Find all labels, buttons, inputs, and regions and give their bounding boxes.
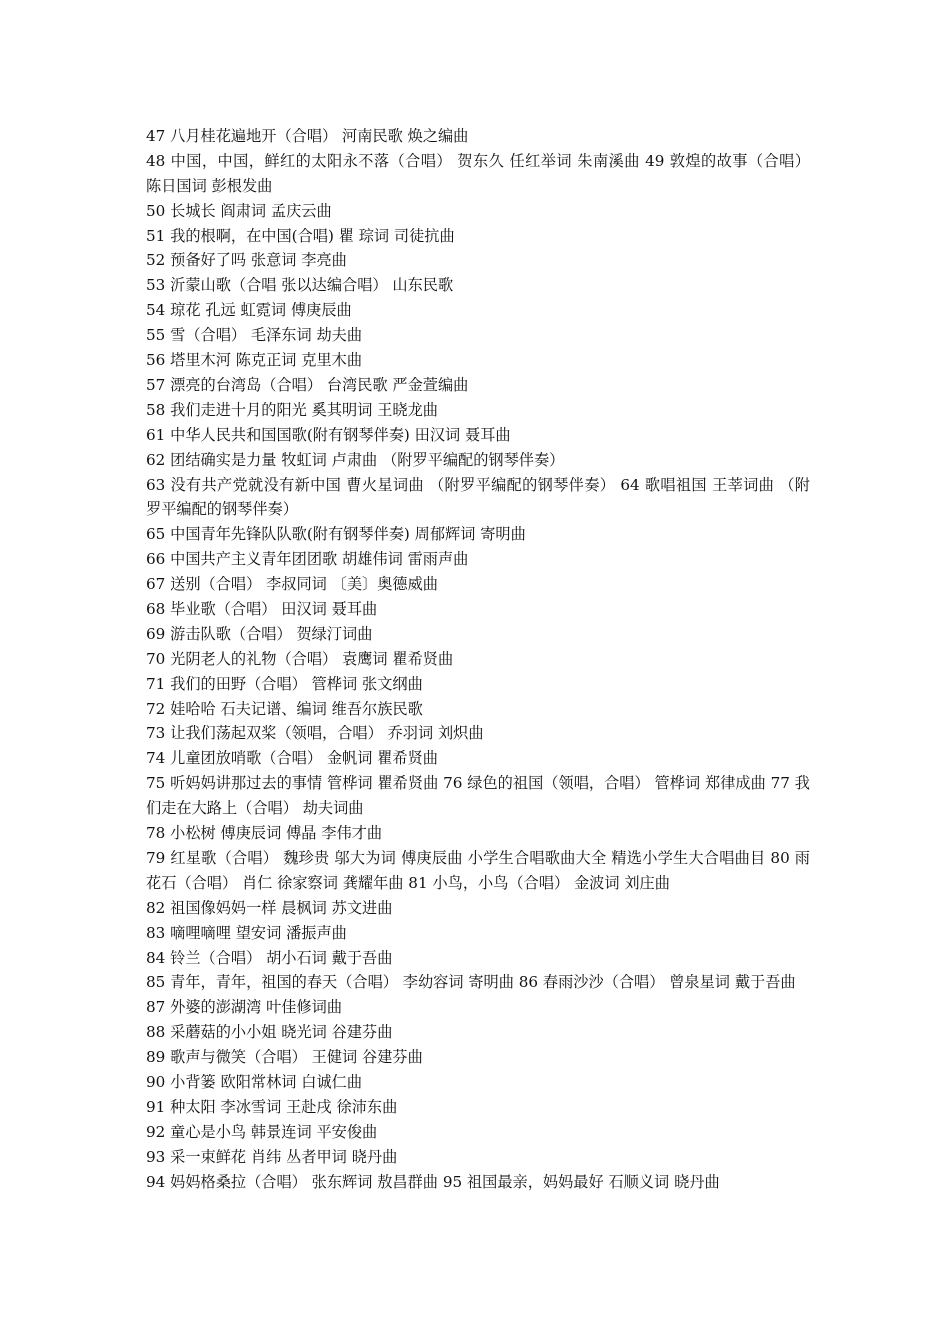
list-item: 83 嘀哩嘀哩 望安词 潘振声曲 bbox=[146, 923, 347, 942]
list-item: 87 外婆的澎湖湾 叶佳修词曲 bbox=[146, 998, 343, 1017]
list-item: 91 种太阳 李冰雪词 王赴戌 徐沛东曲 bbox=[146, 1097, 398, 1116]
list-item: 68 毕业歌（合唱） 田汉词 聂耳曲 bbox=[146, 599, 378, 618]
list-item: 58 我们走进十月的阳光 奚其明词 王晓龙曲 bbox=[146, 400, 438, 419]
list-item: 48 中国，中国，鲜红的太阳永不落（合唱） 贺东久 任红举词 朱南溪曲 49 敦煌的故事（合唱） 陈日国词 彭根发曲 bbox=[146, 151, 810, 195]
list-item: 62 团结确实是力量 牧虹词 卢肃曲 （附罗平编配的钢琴伴奏） bbox=[146, 450, 565, 469]
list-item: 51 我的根啊，在中国(合唱) 瞿 琮词 司徒抗曲 bbox=[146, 226, 455, 245]
list-item: 82 祖国像妈妈一样 晨枫词 苏文进曲 bbox=[146, 898, 393, 917]
list-item: 57 漂亮的台湾岛（合唱） 台湾民歌 严金萱编曲 bbox=[146, 375, 469, 394]
list-item: 92 童心是小鸟 韩景连词 平安俊曲 bbox=[146, 1122, 378, 1141]
list-item: 73 让我们荡起双桨（领唱，合唱） 乔羽词 刘炽曲 bbox=[146, 724, 484, 743]
list-item: 61 中华人民共和国国歌(附有钢琴伴奏) 田汉词 聂耳曲 bbox=[146, 425, 511, 444]
list-item: 69 游击队歌（合唱） 贺绿汀词曲 bbox=[146, 624, 373, 643]
list-item: 74 儿童团放哨歌（合唱） 金帆词 瞿希贤曲 bbox=[146, 749, 438, 768]
document-page bbox=[146, 124, 810, 1194]
list-item: 71 我们的田野（合唱） 管桦词 张文纲曲 bbox=[146, 674, 423, 693]
list-item: 78 小松树 傅庚辰词 傅晶 李伟才曲 bbox=[146, 824, 383, 843]
list-item: 88 采蘑菇的小小姐 晓光词 谷建芬曲 bbox=[146, 1023, 393, 1042]
list-item: 54 琼花 孔远 虹霓词 傅庚辰曲 bbox=[146, 301, 352, 320]
list-item: 50 长城长 阎肃词 孟庆云曲 bbox=[146, 201, 332, 220]
list-item: 90 小背篓 欧阳常林词 白诚仁曲 bbox=[146, 1072, 363, 1091]
list-item: 66 中国共产主义青年团团歌 胡雄伟词 雷雨声曲 bbox=[146, 550, 469, 569]
list-item: 89 歌声与微笑（合唱） 王健词 谷建芬曲 bbox=[146, 1048, 423, 1067]
list-item: 53 沂蒙山歌（合唱 张以达编合唱） 山东民歌 bbox=[146, 276, 454, 295]
list-item: 67 送别（合唱） 李叔同词 〔美〕奥德威曲 bbox=[146, 575, 438, 594]
list-item: 56 塔里木河 陈克正词 克里木曲 bbox=[146, 351, 363, 370]
list-item: 47 八月桂花遍地开（合唱） 河南民歌 焕之编曲 bbox=[146, 127, 469, 145]
list-item: 65 中国青年先锋队队歌(附有钢琴伴奏) 周郁辉词 寄明曲 bbox=[146, 525, 526, 544]
list-item: 94 妈妈格桑拉（合唱） 张东辉词 敖昌群曲 95 祖国最亲，妈妈最好 石顺义词 晓丹曲 bbox=[146, 1172, 720, 1191]
list-item: 75 听妈妈讲那过去的事情 管桦词 瞿希贤曲 76 绿色的祖国（领唱，合唱） 管桦词 郑律成曲 77 我们走在大路上（合唱） 劫夫词曲 bbox=[146, 774, 810, 818]
list-item: 84 铃兰（合唱） 胡小石词 戴于吾曲 bbox=[146, 948, 393, 967]
list-item: 79 红星歌（合唱） 魏珍贵 邬大为词 傅庚辰曲 小学生合唱歌曲大全 精选小学生大合唱曲目 80 雨花石（合唱） 肖仁 徐家察词 龚耀年曲 81 小鸟，小鸟（合唱） 金波词 刘庄曲 bbox=[146, 848, 810, 892]
list-item: 52 预备好了吗 张意词 李亮曲 bbox=[146, 251, 347, 270]
list-item: 72 娃哈哈 石夫记谱、编词 维吾尔族民歌 bbox=[146, 699, 423, 718]
list-item: 63 没有共产党就没有新中国 曹火星词曲 （附罗平编配的钢琴伴奏） 64 歌唱祖国 王莘词曲 （附罗平编配的钢琴伴奏） bbox=[146, 475, 810, 519]
list-item: 55 雪（合唱） 毛泽东词 劫夫曲 bbox=[146, 326, 363, 345]
list-item: 85 青年，青年，祖国的春天（合唱） 李幼容词 寄明曲 86 春雨沙沙（合唱） 曾泉星词 戴于吾曲 bbox=[146, 973, 796, 992]
list-item: 70 光阴老人的礼物（合唱） 袁鹰词 瞿希贤曲 bbox=[146, 649, 454, 668]
list-item: 93 采一束鲜花 肖纬 丛者甲词 晓丹曲 bbox=[146, 1147, 398, 1166]
